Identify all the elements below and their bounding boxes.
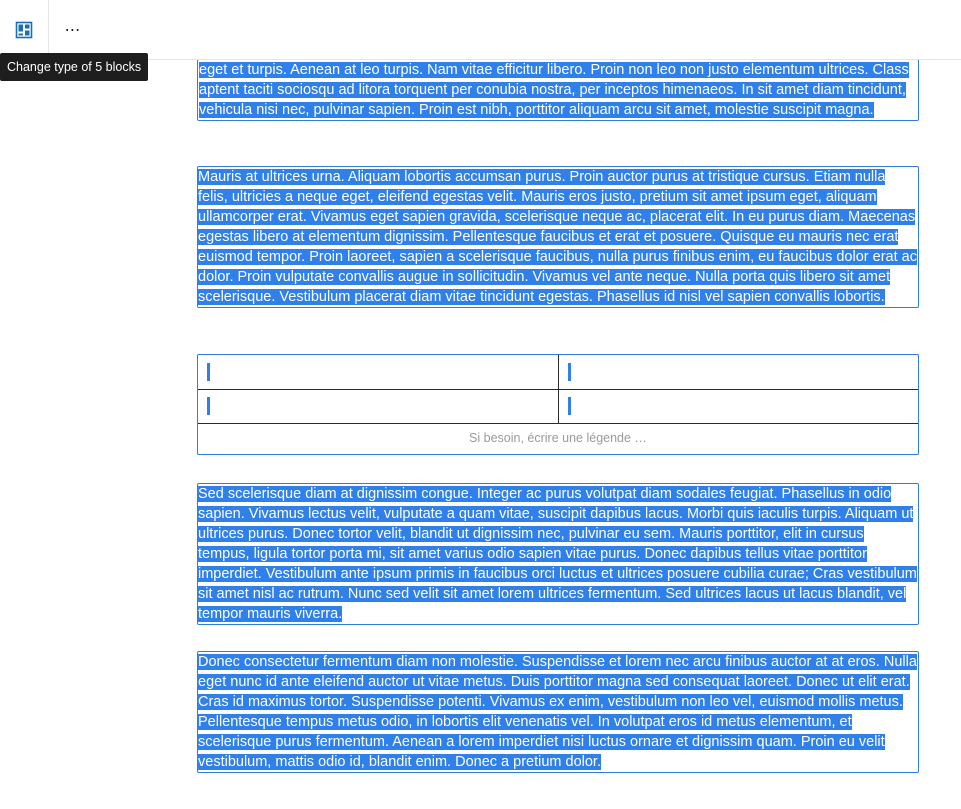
table-cell[interactable]: [198, 389, 558, 423]
table-cell[interactable]: [558, 389, 918, 423]
table-row: [198, 355, 918, 389]
paragraph-text: Sed scelerisque diam at dignissim congue. Integer ac purus volutpat diam sodales feugiat. Phasellus in odio sapien. Vivamus lectus velit, vulputate a quam vitae, suscipit dapibus lacus. Morbi quis iaculis turpis. Aliquam ut ultrices purus. Donec tortor velit, blandit ut dignissim nec, pulvinar eu sem. Mauris porttitor, elit in cursus tempus, ligula tortor porta mi, sit amet varius odio sapien vitae purus. Donec dapibus tellus vitae porttitor imperdiet. Vestibulum ante ipsum primis in faucibus orci luctus et ultrices posuere cubilia curae; Cras vestibulum sit amet nisl ac rutrum. Nunc sed velit sit amet lorem ultrices fermentum. Sed ultrices lacus ut lacus blandit, vel tempor mauris viverra.: [198, 486, 917, 622]
change-block-type-button[interactable]: [0, 0, 49, 59]
paragraph-block[interactable]: [197, 166, 919, 308]
text-caret: [207, 397, 210, 415]
table-cell[interactable]: [198, 355, 558, 389]
paragraph-text: Mauris at ultrices urna. Aliquam lobortis accumsan purus. Proin auctor purus at tristique cursus. Etiam nulla felis, ultricies a neque eget, eleifend egestas velit. Mauris eros justo, pretium sit amet ipsum eget, aliquam ullamcorper erat. Vivamus eget sapien gravida, scelerisque neque ac, placerat elit. In eu purus diam. Maecenas egestas libero at elementum dignissim. Pellentesque faucibus et erat et posuere. Quisque eu mauris nec erat euismod tempor. Proin laoreet, sapien a scelerisque faucibus, nulla purus finibus enim, eu faucibus dolor erat ac dolor. Proin vulputate convallis augue in sollicitudin. Vivamus vel ante neque. Nulla porta quis libero sit amet scelerisque. Vestibulum placerat diam vitae tincidunt egestas. Phasellus id nisl vel sapien convallis lobortis.: [198, 169, 917, 305]
table-block[interactable]: [197, 354, 919, 455]
tooltip: Change type of 5 blocks: [0, 53, 148, 81]
text-caret: [207, 363, 210, 381]
more-options-button[interactable]: [49, 0, 97, 59]
more-options-icon: ⋯: [64, 21, 82, 39]
paragraph-text: Donec consectetur fermentum diam non molestie. Suspendisse et lorem nec arcu finibus auctor at at eros. Nulla eget nunc id ante eleifend auctor ut vitae metus. Duis porttitor magna sed consequat laoreet. Donec ut elit erat. Cras id maximus tortor. Suspendisse potenti. Vivamus ex enim, vestibulum non leo vel, euismod mollis metus. Pellentesque tempus metus odio, in lobortis elit venenatis vel. In volutpat eros id metus elementum, et scelerisque purus fermentum. Aenean a lorem imperdiet nisi luctus ornare et dignissim quam. Proin eu velit vestibulum, mattis odio id, blandit enim. Donec a pretium dolor.: [198, 654, 917, 770]
paragraph-block[interactable]: [197, 59, 919, 121]
table: [198, 355, 918, 424]
text-caret: [568, 363, 571, 381]
paragraph-block[interactable]: [197, 651, 919, 773]
block-toolbar: [0, 0, 961, 60]
table-caption-input[interactable]: Si besoin, écrire une légende …: [469, 430, 647, 445]
text-caret: [568, 397, 571, 415]
paragraph-block[interactable]: [197, 483, 919, 625]
paragraph-text: eget et turpis. Aenean at leo turpis. Nam vitae efficitur libero. Proin non leo non justo elementum ultrices. Class aptent taciti sociosqu ad litora torquent per conubia nostra, per inceptos himenaeos. In sit amet diam tincidunt, vehicula nisi nec, pulvinar sapien. Proin est nibh, porttitor aliquam arcu sit amet, molestie suscipit magna.: [199, 62, 909, 118]
table-row: [198, 389, 918, 423]
block-type-icon: [15, 21, 33, 39]
table-cell[interactable]: [558, 355, 918, 389]
